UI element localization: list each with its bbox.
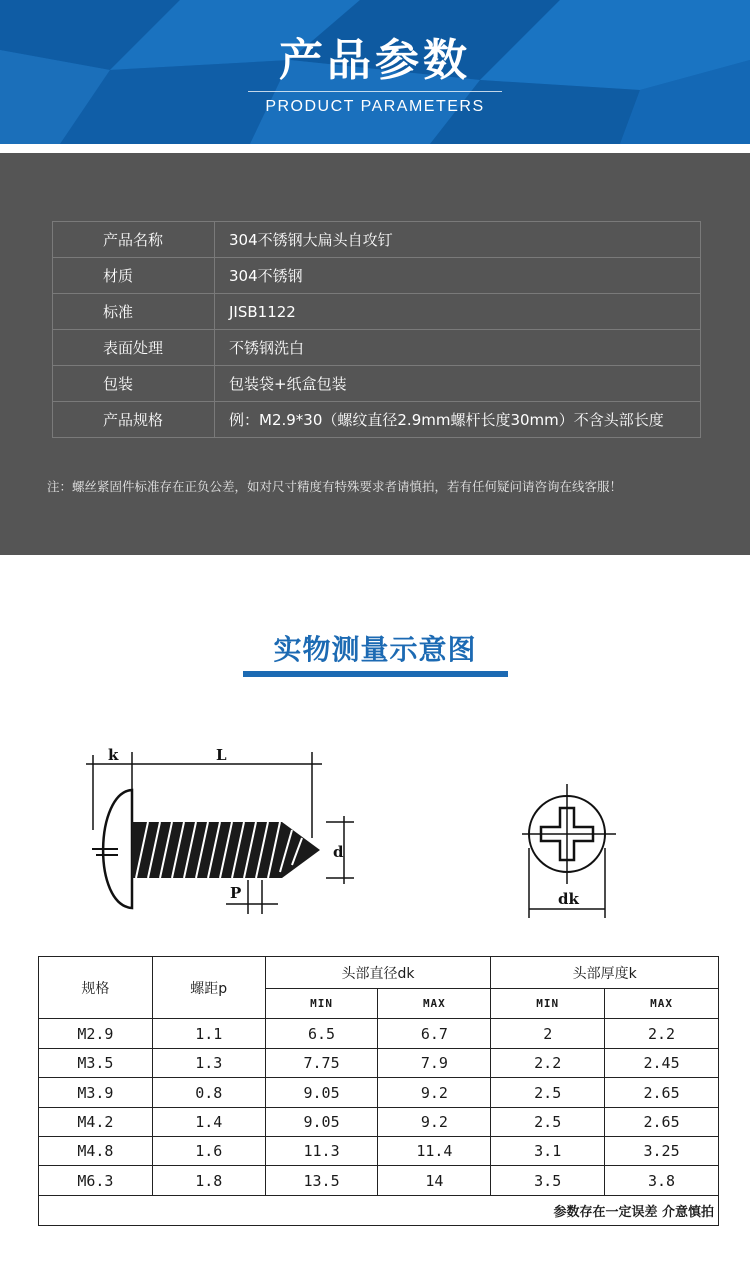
page-title: 产品参数 [279, 35, 471, 86]
cell: M4.2 [39, 1108, 153, 1137]
header-pitch: 螺距p [152, 957, 265, 1019]
screw-side-view [86, 752, 354, 914]
dimension-labels [108, 746, 579, 908]
param-value: 例：M2.9*30（螺纹直径2.9mm螺杆长度30mm）不含头部长度 [215, 402, 701, 438]
param-row [53, 366, 701, 402]
cell: 14 [378, 1166, 491, 1196]
param-value: 304不锈钢大扁头自攻钉 [215, 222, 701, 258]
parameters-section [0, 153, 750, 555]
cell: M4.8 [39, 1137, 153, 1166]
spec-row [39, 1137, 719, 1166]
param-key: 材质 [53, 258, 215, 294]
spec-table [38, 956, 719, 1226]
cell: 11.3 [265, 1137, 378, 1166]
label-dk: dk [558, 890, 579, 908]
header-max: MAX [378, 989, 491, 1019]
cell: 2.2 [605, 1019, 719, 1049]
cell: 9.05 [265, 1108, 378, 1137]
param-key: 标准 [53, 294, 215, 330]
measurement-underline [243, 671, 508, 677]
header-banner [0, 0, 750, 144]
header-min: MIN [265, 989, 378, 1019]
parameters-table [52, 221, 701, 438]
cell: M2.9 [39, 1019, 153, 1049]
cell: 7.75 [265, 1049, 378, 1078]
spec-row [39, 1019, 719, 1049]
header-head-thickness: 头部厚度k [491, 957, 719, 989]
cell: 9.05 [265, 1078, 378, 1108]
cell: 7.9 [378, 1049, 491, 1078]
param-key: 包装 [53, 366, 215, 402]
param-row [53, 402, 701, 438]
error-disclaimer: 参数存在一定误差 介意慎拍 [39, 1196, 719, 1226]
screw-top-view [522, 784, 616, 918]
label-k: k [108, 746, 119, 764]
title-divider [248, 91, 502, 92]
tolerance-note: 注：螺丝紧固件标准存在正负公差，如对尺寸精度有特殊要求者请慎拍，若有任何疑问请咨询在线客服！ [47, 479, 623, 494]
cell: M6.3 [39, 1166, 153, 1196]
cell: 3.25 [605, 1137, 719, 1166]
cell: 2.65 [605, 1108, 719, 1137]
param-value: 不锈钢洗白 [215, 330, 701, 366]
cell: 2.45 [605, 1049, 719, 1078]
cell: 2.5 [491, 1108, 605, 1137]
cell: 2 [491, 1019, 605, 1049]
cell: 9.2 [378, 1108, 491, 1137]
param-value: 304不锈钢 [215, 258, 701, 294]
param-row [53, 222, 701, 258]
cell: 13.5 [265, 1166, 378, 1196]
cell: 9.2 [378, 1078, 491, 1108]
cell: 2.2 [491, 1049, 605, 1078]
cell: 3.5 [491, 1166, 605, 1196]
param-key: 产品规格 [53, 402, 215, 438]
header-max: MAX [605, 989, 719, 1019]
param-row [53, 294, 701, 330]
measurement-title: 实物测量示意图 [273, 633, 477, 666]
param-row [53, 330, 701, 366]
label-P: P [230, 884, 242, 902]
cell: 2.5 [491, 1078, 605, 1108]
cell: 1.6 [152, 1137, 265, 1166]
param-key: 产品名称 [53, 222, 215, 258]
header-min: MIN [491, 989, 605, 1019]
spec-row [39, 1049, 719, 1078]
spec-row [39, 1078, 719, 1108]
spec-row [39, 1166, 719, 1196]
spec-header-row [39, 957, 719, 989]
param-value: JISB1122 [215, 294, 701, 330]
cell: 1.1 [152, 1019, 265, 1049]
cell: 3.8 [605, 1166, 719, 1196]
param-value: 包装袋+纸盒包装 [215, 366, 701, 402]
cell: M3.5 [39, 1049, 153, 1078]
page-subtitle: PRODUCT PARAMETERS [265, 98, 485, 115]
cell: 2.65 [605, 1078, 719, 1108]
cell: 11.4 [378, 1137, 491, 1166]
cell: 0.8 [152, 1078, 265, 1108]
cell: 1.3 [152, 1049, 265, 1078]
cell: 3.1 [491, 1137, 605, 1166]
header-spec: 规格 [39, 957, 153, 1019]
label-L: L [216, 746, 227, 764]
cell: 6.7 [378, 1019, 491, 1049]
cell: M3.9 [39, 1078, 153, 1108]
separator-strip [0, 144, 750, 153]
param-row [53, 258, 701, 294]
cell: 1.8 [152, 1166, 265, 1196]
spec-footer-row [39, 1196, 719, 1226]
label-d: d [333, 843, 344, 861]
spec-row [39, 1108, 719, 1137]
cell: 1.4 [152, 1108, 265, 1137]
param-key: 表面处理 [53, 330, 215, 366]
cell: 6.5 [265, 1019, 378, 1049]
header-head-diameter: 头部直径dk [265, 957, 491, 989]
